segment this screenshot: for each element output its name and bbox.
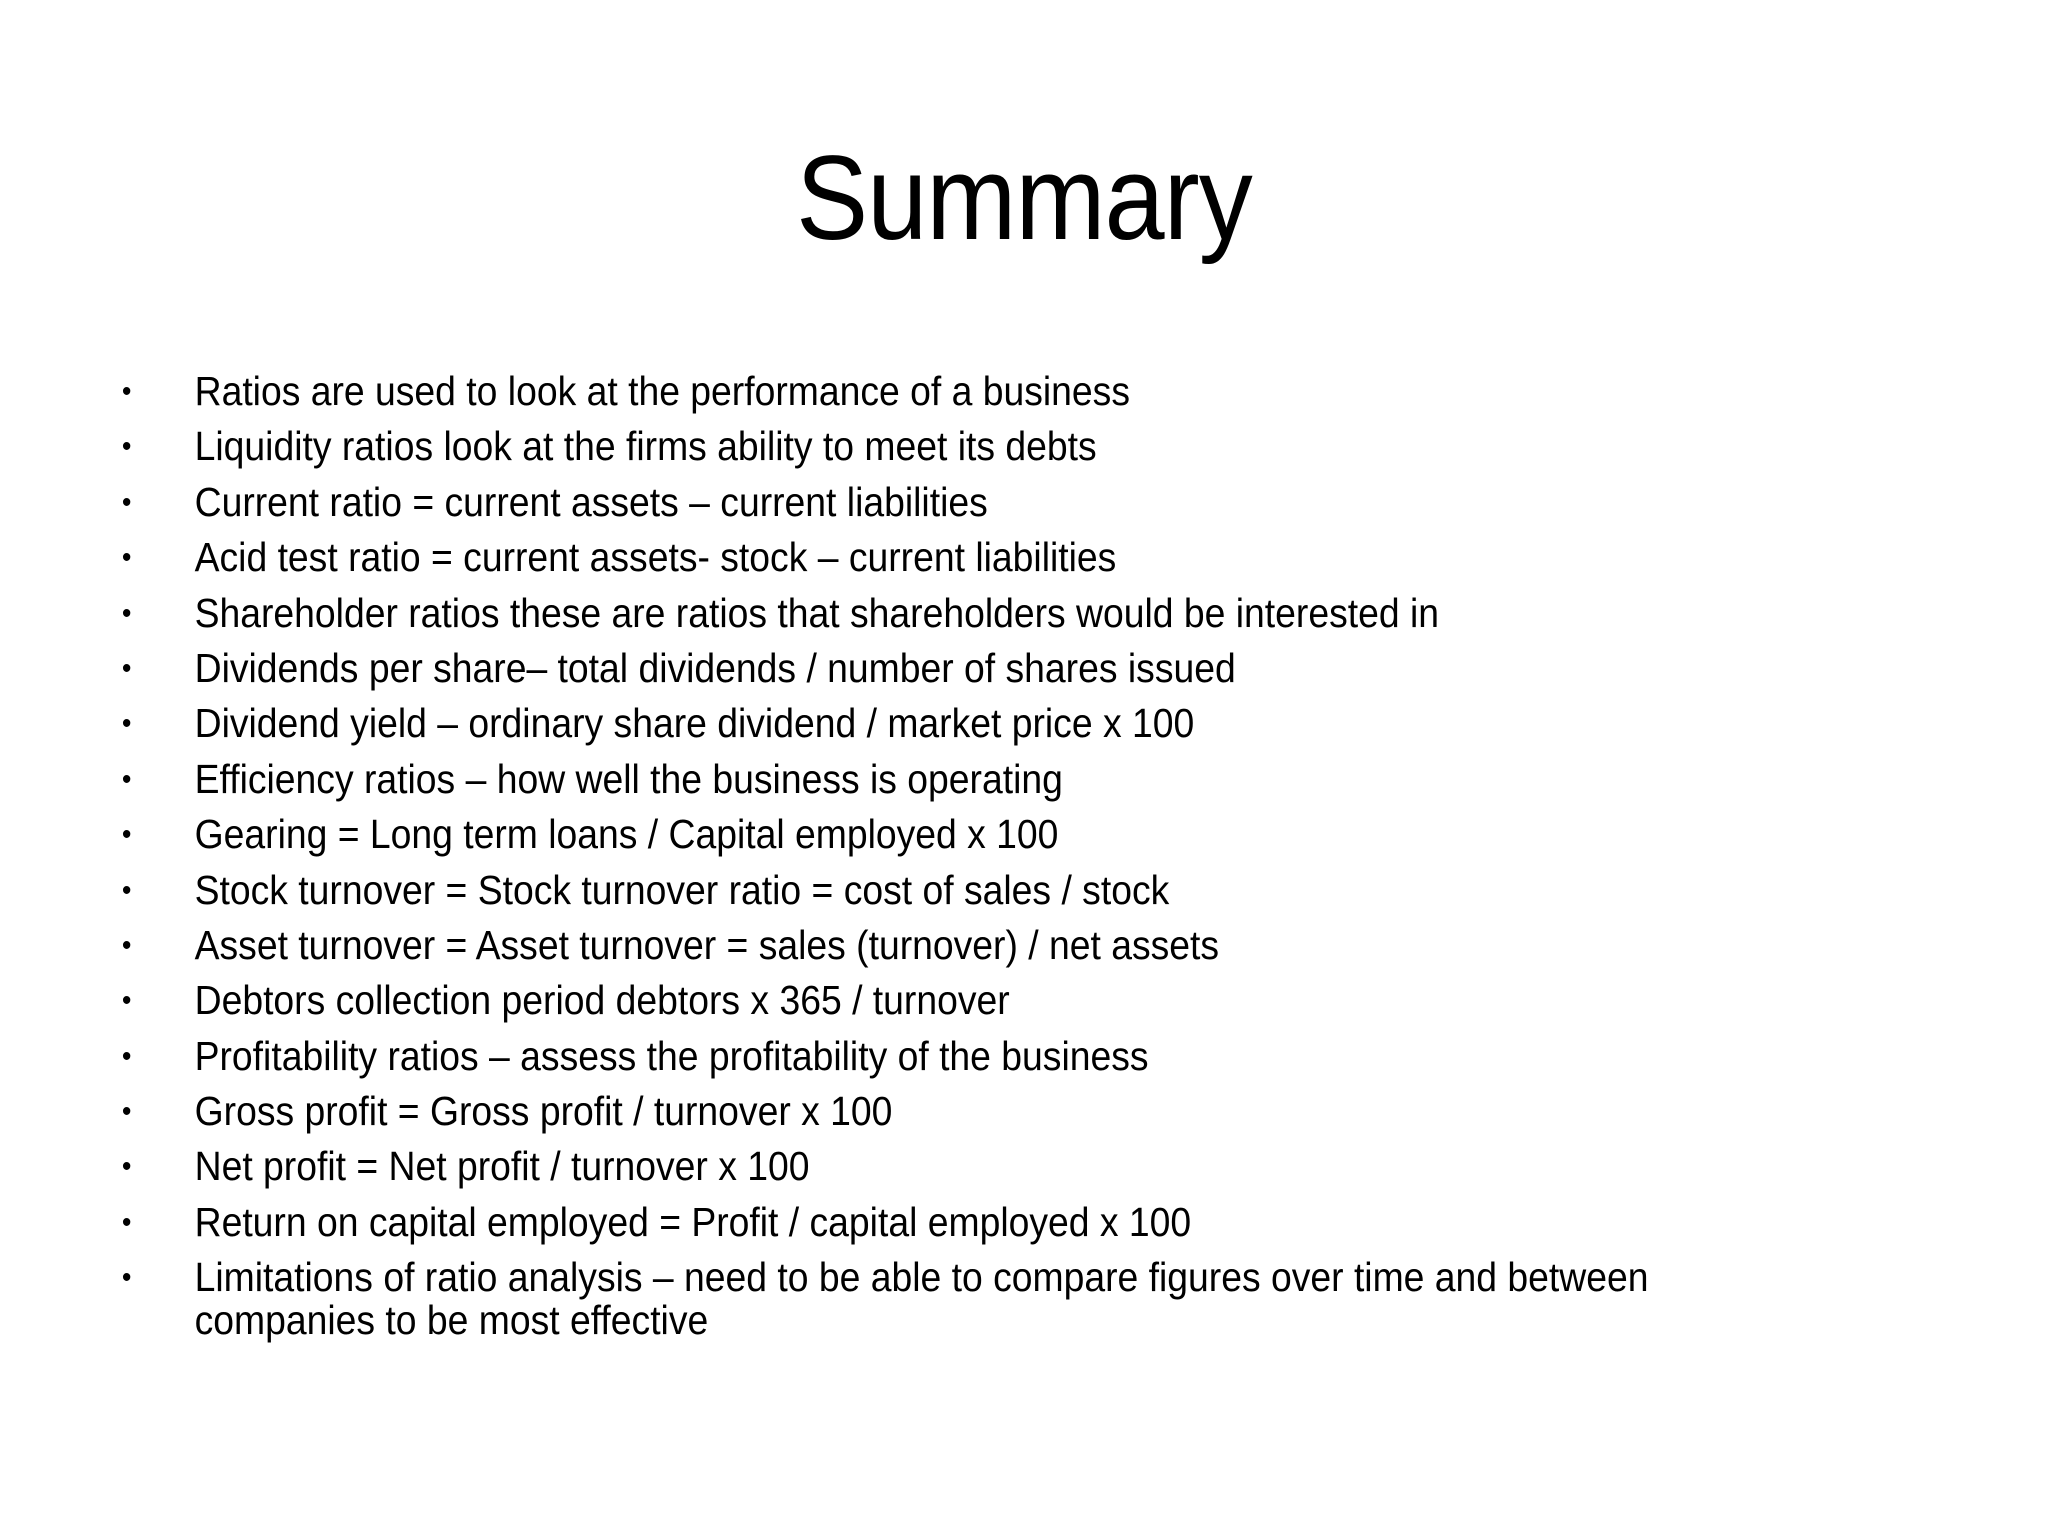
bullet-dot-icon: • [121, 1261, 132, 1295]
bullet-dot-icon: • [121, 430, 132, 464]
bullet-dot-icon: • [121, 984, 132, 1018]
bullet-dot-icon: • [121, 1150, 132, 1184]
bullet-dot-icon: • [121, 1095, 132, 1129]
list-item-text: Stock turnover = Stock turnover ratio = cost of sales / stock [194, 866, 1170, 913]
bullet-dot-icon: • [121, 873, 132, 907]
list-item [120, 370, 1776, 413]
list-item-text: Profitability ratios – assess the profitability of the business [194, 1032, 1149, 1079]
bullet-dot-icon: • [121, 596, 132, 630]
list-item-text: Acid test ratio = current assets- stock – current liabilities [194, 534, 1117, 581]
list-item [120, 813, 1776, 856]
bullet-list [120, 370, 1940, 1355]
list-item [120, 1198, 1776, 1245]
bullet-dot-icon: • [121, 818, 132, 852]
list-item [120, 1032, 1776, 1079]
list-item [120, 425, 1776, 468]
list-item [120, 702, 1776, 745]
list-item [120, 1090, 1776, 1133]
list-item-text: Dividend yield – ordinary share dividend / market price x 100 [194, 700, 1195, 747]
list-item [120, 755, 1776, 802]
list-item [120, 478, 1776, 525]
bullet-dot-icon: • [121, 1039, 132, 1073]
list-item [120, 644, 1776, 691]
bullet-dot-icon: • [121, 375, 132, 408]
slide-title: Summary [796, 131, 1252, 265]
bullet-dot-icon: • [121, 541, 132, 575]
list-item [120, 979, 1776, 1022]
list-item-text: Debtors collection period debtors x 365 / turnover [194, 977, 1010, 1024]
list-item-text: Ratios are used to look at the performance of a business [194, 368, 1130, 414]
list-item [120, 1256, 1776, 1342]
bullet-dot-icon: • [121, 651, 132, 685]
list-item [120, 866, 1776, 913]
list-item-text: Liquidity ratios look at the firms ability to meet its debts [194, 423, 1097, 470]
bullet-dot-icon: • [121, 707, 132, 741]
list-item-text: Efficiency ratios – how well the business is operating [194, 755, 1063, 802]
list-item-text: Gearing = Long term loans / Capital employed x 100 [194, 811, 1059, 858]
bullet-dot-icon: • [121, 928, 132, 962]
list-item [120, 536, 1776, 579]
list-item-text: Current ratio = current assets – current liabilities [194, 478, 988, 525]
list-item-text: Dividends per share– total dividends / number of shares issued [194, 644, 1236, 691]
list-item-text: Net profit = Net profit / turnover x 100 [194, 1143, 810, 1190]
list-item-text: Return on capital employed = Profit / capital employed x 100 [194, 1198, 1192, 1245]
list-item-text: Limitations of ratio analysis – need to be able to compare figures over time and between companies to be most effective [194, 1254, 1649, 1344]
bullet-dot-icon: • [121, 485, 132, 519]
list-item [120, 921, 1776, 968]
list-item-text: Gross profit = Gross profit / turnover x 100 [194, 1088, 893, 1135]
bullet-dot-icon: • [121, 1205, 132, 1239]
list-item-text: Asset turnover = Asset turnover = sales (turnover) / net assets [194, 921, 1220, 968]
list-item [120, 1145, 1776, 1188]
bullet-dot-icon: • [121, 762, 132, 796]
list-item [120, 589, 1776, 636]
list-item-text: Shareholder ratios these are ratios that shareholders would be interested in [194, 589, 1440, 636]
